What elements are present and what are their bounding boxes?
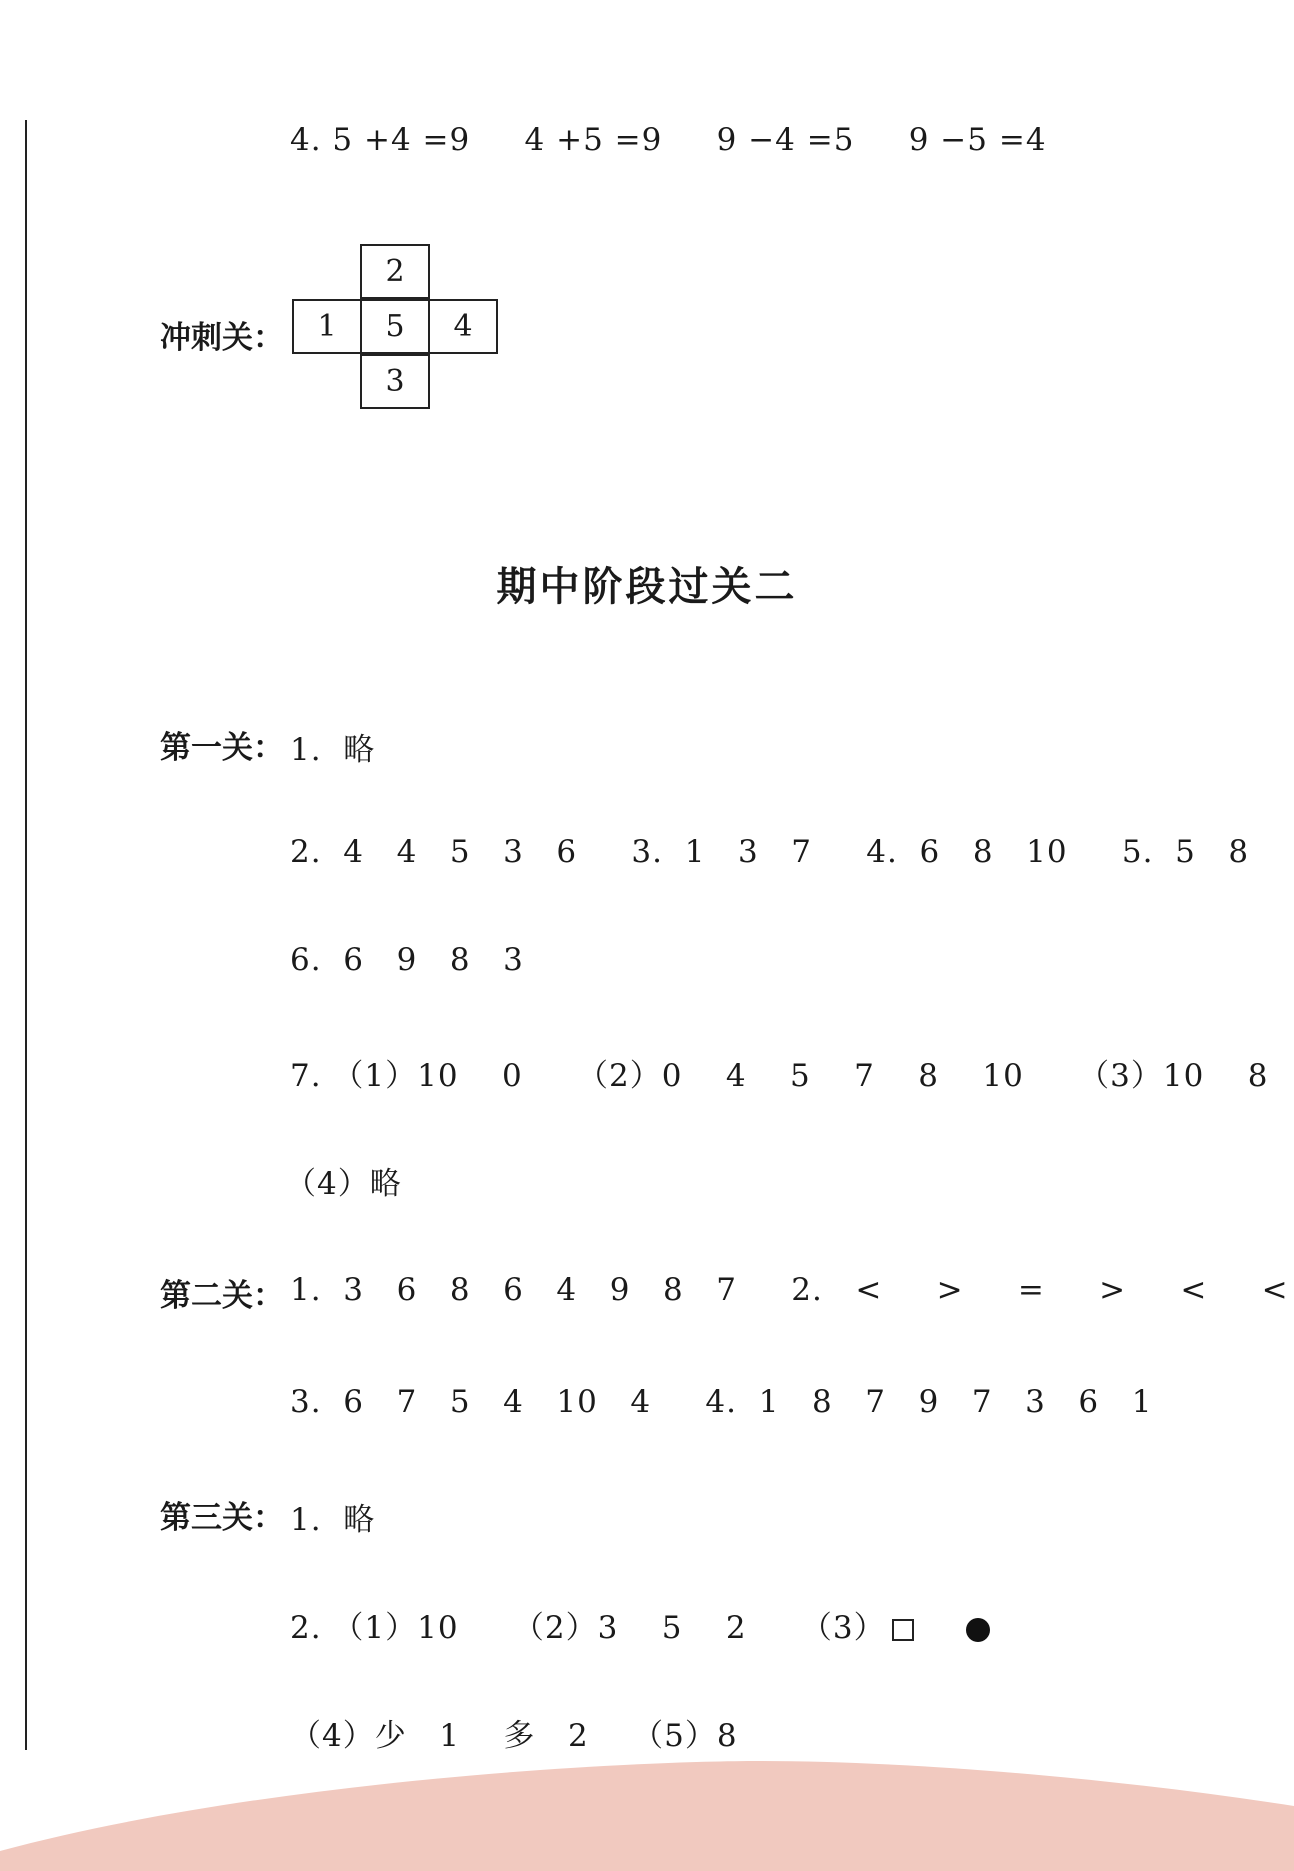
cross-cell-right: 4 — [428, 299, 498, 354]
decorative-bottom-band — [0, 1721, 1294, 1871]
sprint-label: 冲刺关： — [160, 320, 284, 356]
level3-line3: （4）少 1 多 2 （5）8 — [290, 1718, 738, 1754]
level3-line1: 1. 略 — [290, 1502, 376, 1538]
level3-label: 第三关： — [160, 1500, 284, 1536]
level3-line2 — [290, 1602, 996, 1647]
cross-cell-center: 5 — [360, 299, 430, 354]
filled-circle-icon — [966, 1618, 990, 1642]
level1-line2: 2. 4 4 5 3 6 3. 1 3 7 4. 6 8 10 5. 5 8 — [290, 834, 1250, 870]
header-equations: 4. 5 +4 =9 4 +5 =9 9 −4 =5 9 −5 =4 — [290, 122, 1047, 158]
section-title: 期中阶段过关二 — [496, 564, 798, 610]
level3-line2-text: 2. （1）10 （2）3 5 2 （3） — [290, 1610, 886, 1646]
cross-cell-top: 2 — [360, 244, 430, 299]
binding-margin-line — [25, 120, 27, 1750]
square-icon — [892, 1619, 914, 1641]
level1-line1: 1. 略 — [290, 732, 376, 768]
level1-line5: （4）略 — [285, 1166, 402, 1202]
cross-cell-bottom: 3 — [360, 354, 430, 409]
level2-line2: 3. 6 7 5 4 10 4 4. 1 8 7 9 7 3 6 1 — [290, 1384, 1153, 1420]
cross-cell-left: 1 — [292, 299, 362, 354]
level1-line3: 6. 6 9 8 3 — [290, 942, 524, 978]
level2-label: 第二关： — [160, 1278, 284, 1314]
level1-label: 第一关： — [160, 730, 284, 766]
level2-line1: 1. 3 6 8 6 4 9 8 7 2. < > = > < < — [290, 1272, 1289, 1308]
number-cross-grid — [290, 244, 500, 414]
level1-line4: 7. （1）10 0 （2）0 4 5 7 8 10 （3）10 8 — [290, 1058, 1269, 1094]
